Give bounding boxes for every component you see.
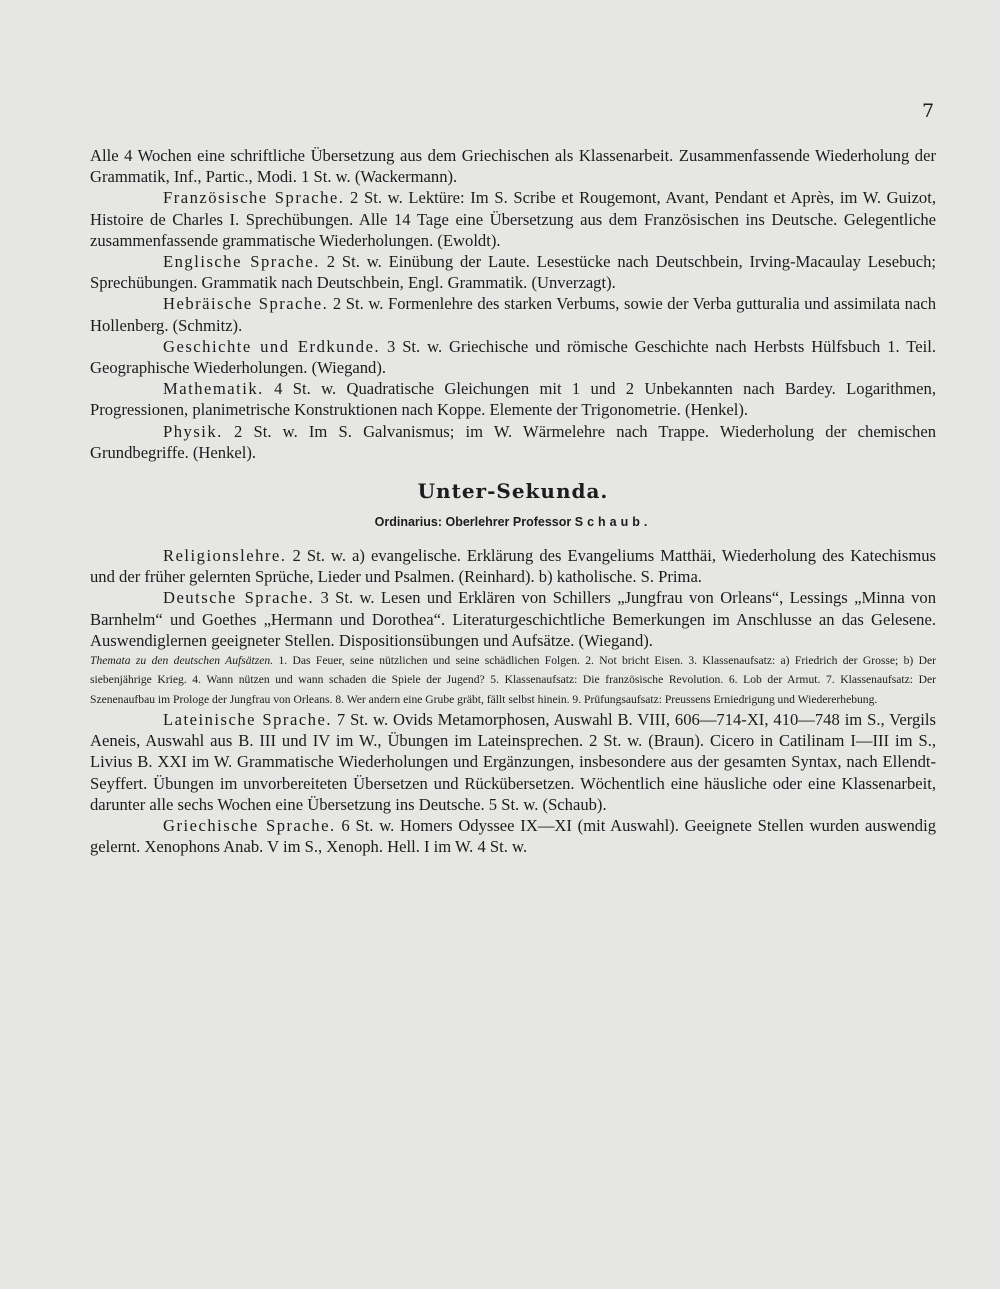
subject-title: Französische Sprache.: [163, 188, 345, 208]
paragraph-text: 3 St. w. Lesen und Erklären von Schillers „Jungfrau von Orleans“, Lessings „Minna von Barnhelm“ und Goethes „Hermann und Dorothea“. Literaturgeschichtliche Bemerkungen im Anschlusse an das Gelesene. Auswendiglernen geeigneter Stellen. Dispositionsübungen und Aufsätze. (Wiegand).: [90, 588, 937, 650]
paragraph-deutsch: [90, 587, 936, 651]
paragraph-text: 3 St. w. Griechische und römische Geschichte nach Herbsts Hülfsbuch 1. Teil. Geographische Wiederholungen. (Wiegand).: [90, 336, 936, 378]
paragraph-text: 6 St. w. Homers Odyssee IX—XI (mit Auswahl). Geeignete Stellen wurden auswendig gelernt. Xenophons Anab. V im S., Xenoph. Hell. I im W. 4 St. w.: [90, 815, 936, 857]
subject-title: Religionslehre.: [163, 546, 287, 566]
subject-title: Lateinische Sprache.: [163, 709, 332, 729]
subject-title: Hebräische Sprache.: [163, 294, 329, 314]
paragraph-text: 2 St. w. Formenlehre des starken Verbums, sowie der Verba gutturalia und assimilata nach Hollenberg. (Schmitz).: [90, 294, 936, 335]
paragraph-text: 2 St. w. Lektüre: Im S. Scribe et Rougemont, Avant, Pendant et Après, im W. Guizot, Histoire de Charles I. Sprechübungen. Alle 14 Tage eine Übersetzung aus dem Französischen ins Deutsche. Gelegentliche zusammenfassende grammatische Wiederholungen. (Ewoldt).: [90, 188, 936, 250]
subject-title: Griechische Sprache.: [163, 815, 336, 835]
paragraph-geschichte: [90, 336, 936, 378]
themata-label: Themata zu den deutschen Aufsätzen.: [90, 654, 274, 668]
paragraph-physik: [90, 421, 936, 463]
subject-title: Geschichte und Erdkunde.: [163, 336, 381, 356]
paragraph-mathematik: [90, 378, 936, 420]
subject-title: Englische Sprache.: [163, 252, 320, 272]
page-number: 7: [922, 100, 935, 122]
themata-paragraph: [90, 651, 936, 709]
paragraph-hebraeisch: [90, 293, 936, 335]
paragraph-text: 2 St. w. Im S. Galvanismus; im W. Wärmelehre nach Trappe. Wiederholung der chemischen Grundbegriffe. (Henkel).: [90, 421, 936, 462]
paragraph-religion: [90, 545, 936, 587]
ordinarius-role: Oberlehrer Professor: [445, 515, 572, 530]
subject-title: Mathematik.: [163, 379, 264, 399]
paragraph-franzoesisch: [90, 187, 936, 251]
document-body: [90, 145, 936, 857]
paragraph-text: 4 St. w. Quadratische Gleichungen mit 1 und 2 Unbekannten nach Bardey. Logarithmen, Progressionen, planimetrische Konstruktionen nach Koppe. Elemente der Trigonometrie. (Henkel).: [90, 379, 936, 420]
paragraph-griechisch: [90, 815, 936, 857]
ordinarius-label: Ordinarius:: [374, 515, 443, 530]
ordinarius-name: Schaub.: [574, 515, 652, 530]
paragraph-text: Alle 4 Wochen eine schriftliche Übersetzung aus dem Griechischen als Klassenarbeit. Zusammenfassende Wiederholung der Grammatik, Inf., Partic., Modi. 1 St. w. (Wackermann).: [90, 146, 936, 187]
subject-title: Physik.: [163, 421, 223, 441]
paragraph-continuation: [90, 145, 936, 187]
paragraph-text: 2 St. w. a) evangelische. Erklärung des Evangeliums Matthäi, Wiederholung des Katechismus und der früher gelernten Sprüche, Lieder und Psalmen. (Reinhard). b) katholische. S. Prima.: [90, 546, 936, 587]
paragraph-latein: [90, 709, 936, 815]
section-heading: Unter-Sekunda.: [417, 479, 609, 504]
subject-title: Deutsche Sprache.: [163, 588, 315, 608]
ordinarius-line: [90, 513, 936, 531]
paragraph-text: 2 St. w. Einübung der Laute. Lesestücke nach Deutschbein, Irving-Macaulay Lesebuch; Sprechübungen. Grammatik nach Deutschbein, Engl. Grammatik. (Unverzagt).: [90, 252, 936, 293]
paragraph-text: 7 St. w. Ovids Metamorphosen, Auswahl B. VIII, 606—714-XI, 410—748 im S., Vergils Aeneis, Auswahl aus B. III und IV im W., Übungen im Lateinsprechen. 2 St. w. (Braun). Cicero in Catilinam I—III im S., Livius B. XXI im W. Grammatische Wiederholungen und Ergänzungen, insbesondere aus der gesamten Syntax, nach Ellendt-Seyffert. Übungen im unvorbereiteten Übersetzen und Rückübersetzen. Wöchentlich eine häusliche oder eine Klassenarbeit, darunter alle sechs Wochen eine Übersetzung ins Deutsche. 5 St. w. (Schaub).: [90, 709, 936, 814]
themata-text: 1. Das Feuer, seine nützlichen und seine schädlichen Folgen. 2. Not bricht Eisen. 3. Klassenaufsatz: a) Friedrich der Grosse; b) Der siebenjährige Krieg. 4. Wann nützen und wann schaden die Spiele der Jugend? 5. Klassenaufsatz: Die französische Revolution. 6. Lob der Armut. 7. Klassenaufsatz: Der Szenenaufbau im Prologe der Jungfrau von Orleans. 8. Wer andern eine Grube gräbt, fällt selbst hinein. 9. Prüfungsaufsatz: Preussens Erniedrigung und Wiedererhebung.: [90, 654, 936, 706]
paragraph-englisch: [90, 251, 936, 293]
